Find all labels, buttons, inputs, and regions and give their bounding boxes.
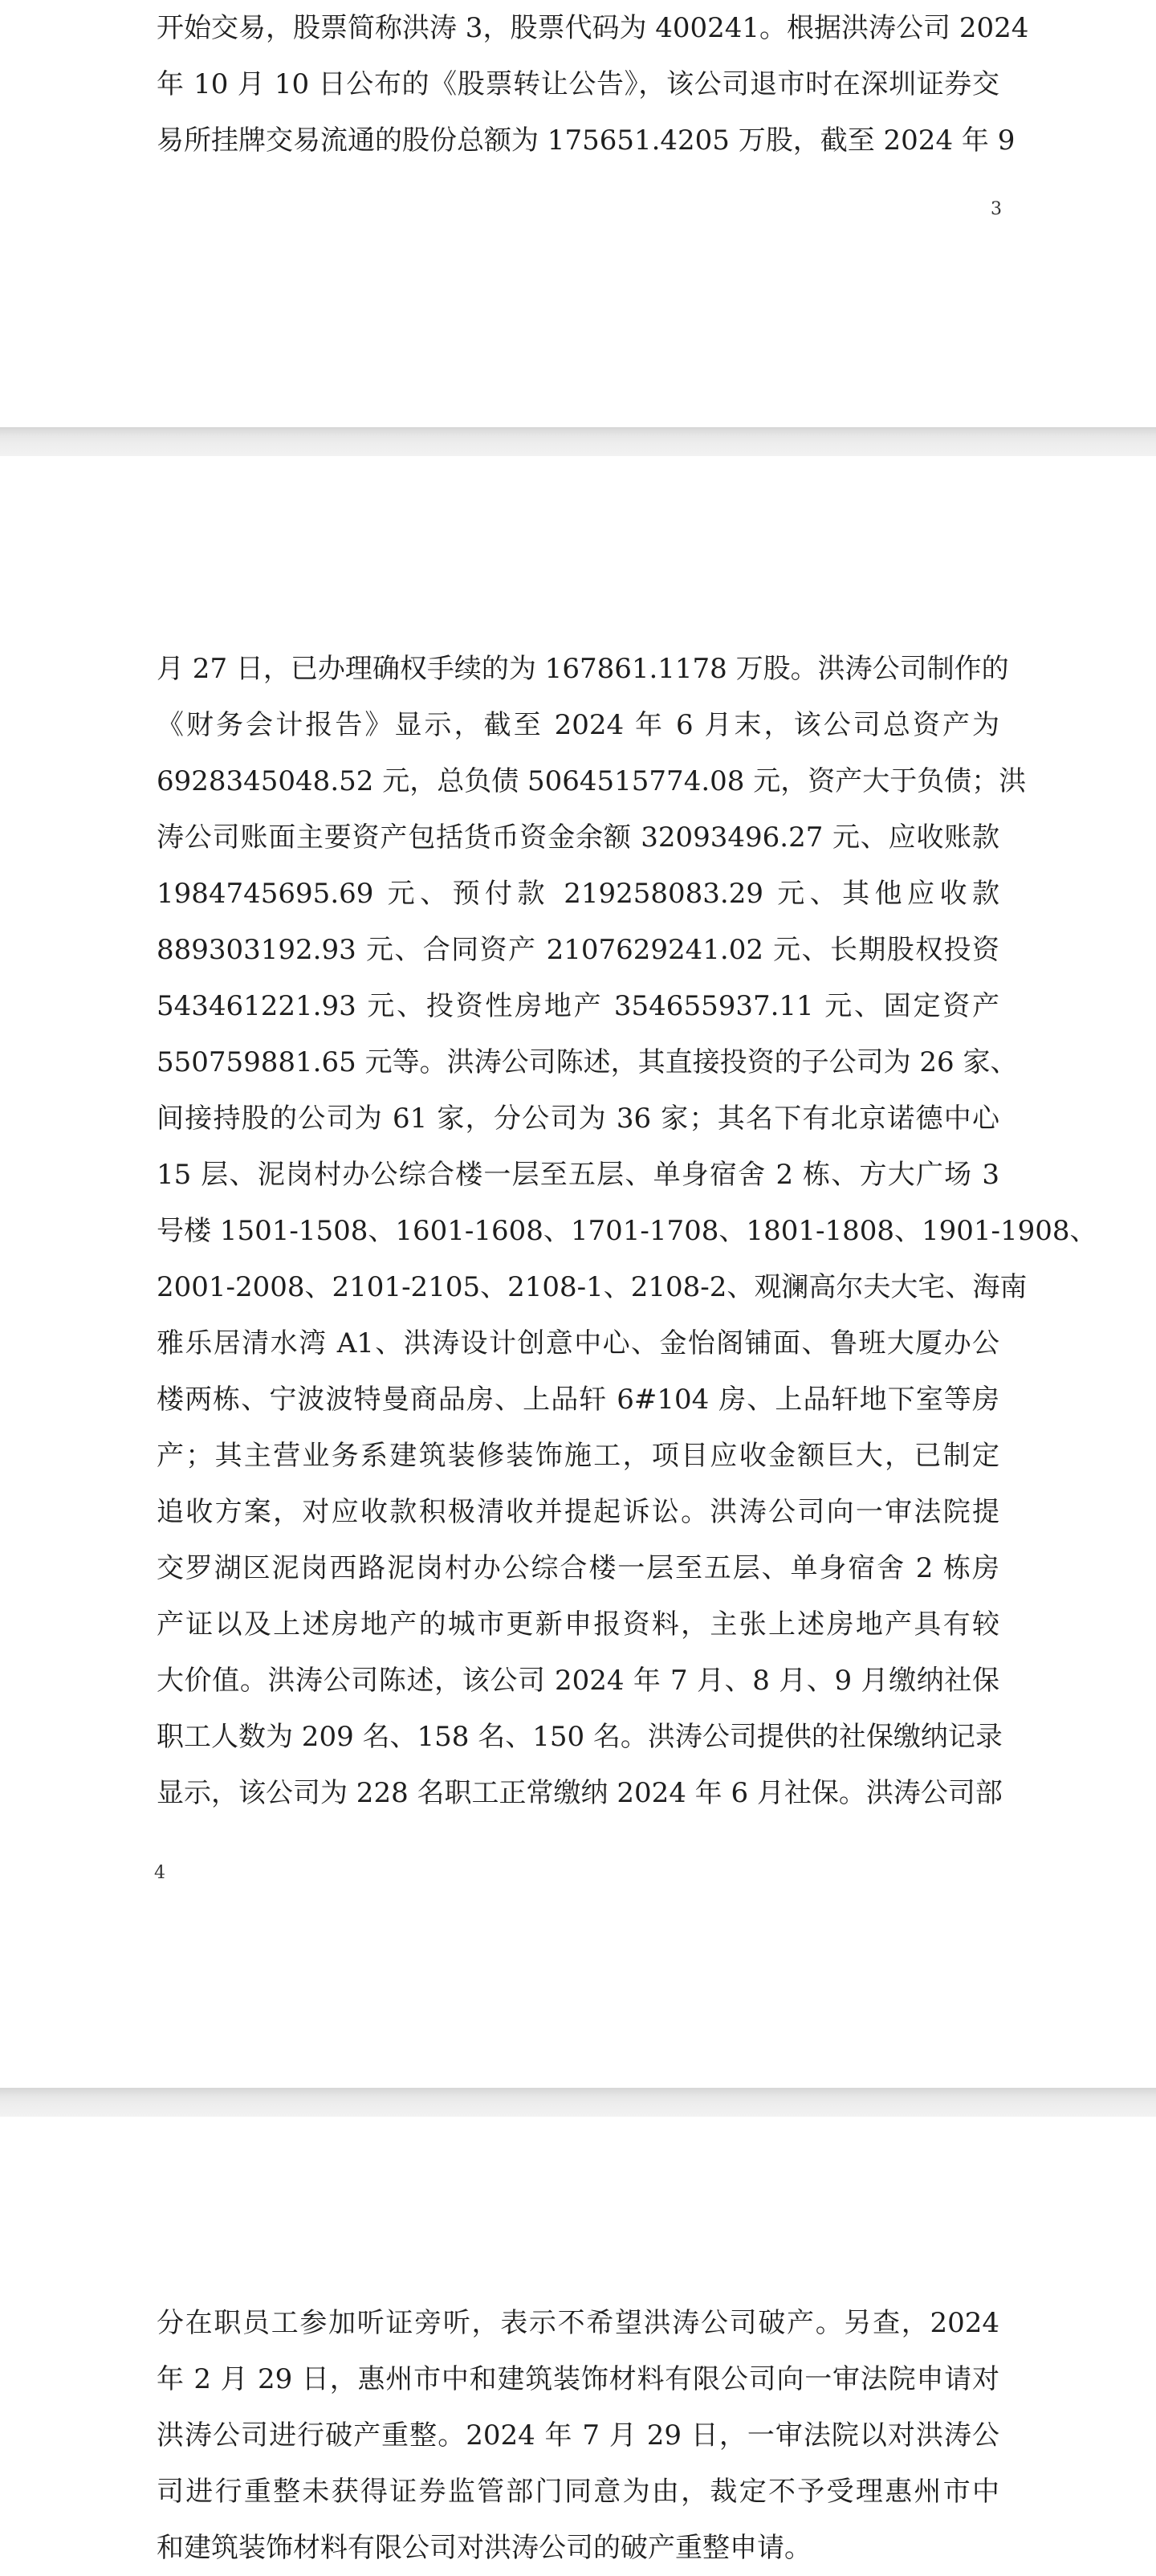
text-line: 追收方案，对应收款积极清收并提起诉讼。洪涛公司向一审法院提 [157,1496,999,1528]
text-line: 楼两栋、宁波波特曼商品房、上品轩 6#104 房、上品轩地下室等房 [157,1384,999,1416]
text-line: 889303192.93 元、合同资产 2107629241.02 元、长期股权投资 [157,934,999,966]
text-line: 雅乐居清水湾 A1、洪涛设计创意中心、金怡阁铺面、鲁班大厦办公 [157,1327,999,1359]
page-5-body-text [157,2295,999,2576]
text-line: 1984745695.69 元、预付款 219258083.29 元、其他应收款 [157,878,999,910]
text-line: 6928345048.52 元，总负债 5064515774.08 元，资产大于负债；洪 [157,765,1027,797]
document-page-5 [0,2117,1156,2570]
document-page-3 [0,0,1156,427]
text-line: 月 27 日，已办理确权手续的为 167861.1178 万股。洪涛公司制作的 [157,653,1009,685]
text-line: 15 层、泥岗村办公综合楼一层至五层、单身宿舍 2 栋、方大广场 3 [157,1159,999,1191]
text-line: 543461221.93 元、投资性房地产 354655937.11 元、固定资产 [157,990,999,1022]
text-line: 洪涛公司进行破产重整。2024 年 7 月 29 日，一审法院以对洪涛公 [157,2419,999,2452]
text-line: 涛公司账面主要资产包括货币资金余额 32093496.27 元、应收账款 [157,821,999,854]
text-line: 职工人数为 209 名、158 名、150 名。洪涛公司提供的社保缴纳记录 [157,1721,1003,1753]
page-number: 3 [991,199,1002,219]
page-number: 4 [154,1863,165,1883]
text-line: 和建筑装饰材料有限公司对洪涛公司的破产重整申请。 [157,2532,812,2564]
text-line: 显示，该公司为 228 名职工正常缴纳 2024 年 6 月社保。洪涛公司部 [157,1777,1003,1809]
text-line: 年 10 月 10 日公布的《股票转让公告》，该公司退市时在深圳证券交 [157,68,999,100]
text-line: 号楼 1501-1508、1601-1608、1701-1708、1801-1808、1901-1908、 [157,1215,1097,1247]
document-page-4 [0,456,1156,2088]
text-line: 2001-2008、2101-2105、2108-1、2108-2、观澜高尔夫大宅、海南 [157,1271,1028,1303]
text-line: 司进行重整未获得证券监管部门同意为由，裁定不予受理惠州市中 [157,2476,999,2508]
text-line: 易所挂牌交易流通的股份总额为 175651.4205 万股，截至 2024 年 9 [157,124,1016,157]
text-line: 大价值。洪涛公司陈述，该公司 2024 年 7 月、8 月、9 月缴纳社保 [157,1665,999,1697]
page-4-body-text [157,641,1097,1821]
text-line: 交罗湖区泥岗西路泥岗村办公综合楼一层至五层、单身宿舍 2 栋房 [157,1552,999,1584]
page-divider [0,2088,1156,2117]
page-divider [0,427,1156,456]
text-line: 开始交易，股票简称洪涛 3，股票代码为 400241。根据洪涛公司 2024 [157,12,1029,44]
text-line: 间接持股的公司为 61 家，分公司为 36 家；其名下有北京诺德中心 [157,1103,999,1135]
text-line: 产证以及上述房地产的城市更新申报资料，主张上述房地产具有较 [157,1608,999,1641]
text-line: 产；其主营业务系建筑装修装饰施工，项目应收金额巨大，已制定 [157,1440,999,1472]
text-line: 分在职员工参加听证旁听，表示不希望洪涛公司破产。另查，2024 [157,2307,999,2339]
page-3-body-text [157,0,1029,169]
text-line: 年 2 月 29 日，惠州市中和建筑装饰材料有限公司向一审法院申请对 [157,2363,999,2395]
text-line: 550759881.65 元等。洪涛公司陈述，其直接投资的子公司为 26 家、 [157,1046,1018,1078]
text-line: 《财务会计报告》显示，截至 2024 年 6 月末，该公司总资产为 [157,709,999,741]
